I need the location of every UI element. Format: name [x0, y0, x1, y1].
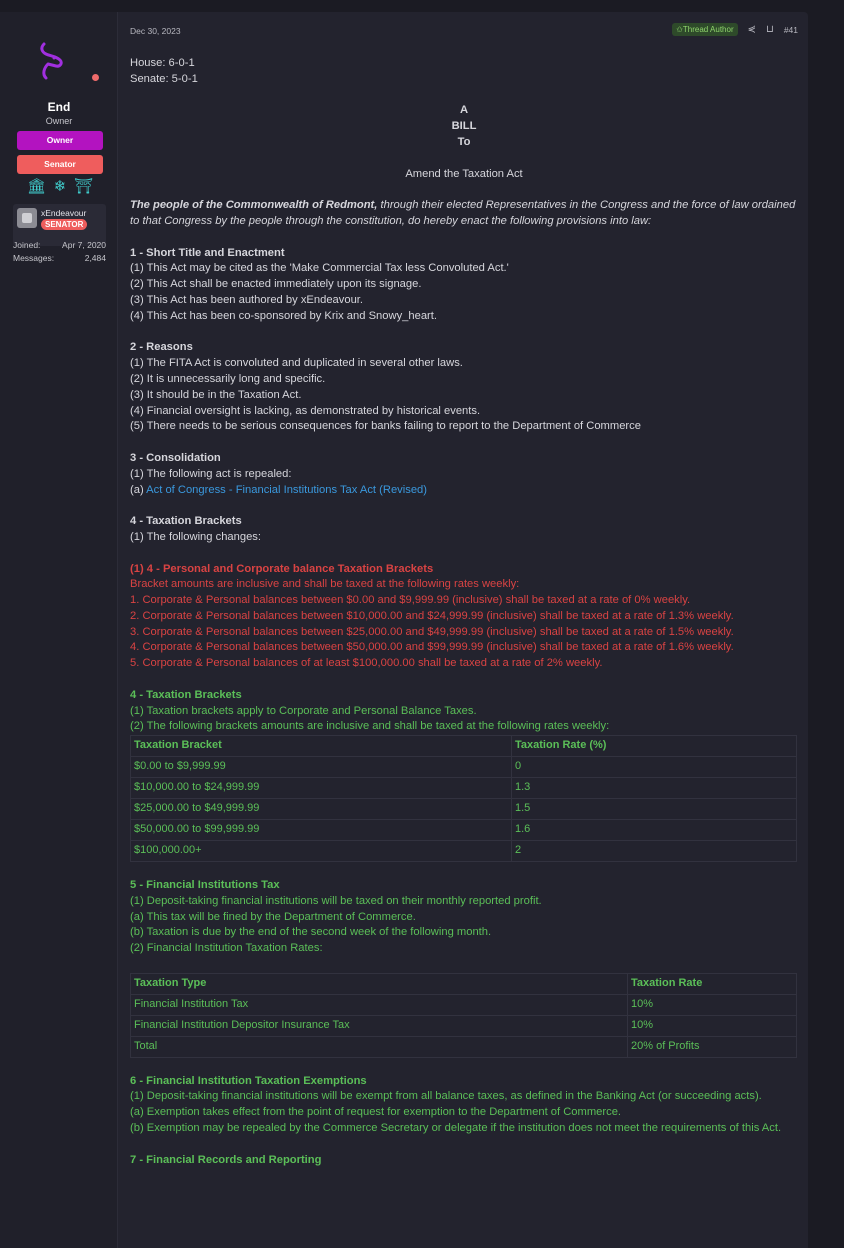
table-row	[131, 799, 797, 820]
joined-label: Joined:	[13, 240, 41, 250]
table-cell: $50,000.00 to $99,999.99	[131, 820, 512, 841]
thread-author-badge: ✩Thread Author	[672, 23, 737, 36]
capitol-icon[interactable]: 🏛	[27, 178, 47, 195]
messages-label: Messages:	[13, 253, 55, 263]
section-3-prefix: (a)	[130, 483, 147, 496]
table-cell: Financial Institution Depositor Insurance Tax	[131, 1015, 628, 1036]
section-3-line	[130, 483, 798, 499]
table-row	[131, 757, 797, 778]
section-4-title: 4 - Taxation Brackets	[130, 515, 242, 528]
table-cell: $25,000.00 to $49,999.99	[131, 799, 512, 820]
section-5-title: 5 - Financial Institutions Tax	[130, 879, 280, 892]
added-line: (2) The following brackets amounts are inclusive and shall be taxed at the following rates weekly:	[130, 720, 610, 733]
section-3-title: 3 - Consolidation	[130, 451, 221, 464]
removed-section-intro: Bracket amounts are inclusive and shall be taxed at the following rates weekly:	[130, 578, 520, 591]
account-avatar	[17, 208, 37, 228]
table-cell: 1.3	[512, 778, 797, 799]
preamble-rest: through their elected Representatives in the Congress and the force of law ordained to that Congress by the people through the constitution, do hereby enact the following provisions into law:	[130, 199, 796, 227]
government-building-icon[interactable]: ⛩	[73, 178, 93, 195]
user-sidebar	[0, 12, 118, 1248]
removed-line: 2. Corporate & Personal balances between $10,000.00 and $24,999.99 (inclusive) shall be taxed at a rate of 1.3% weekly.	[130, 609, 734, 622]
post-actions	[672, 23, 798, 36]
owner-banner: Owner	[17, 131, 103, 150]
table-cell: $0.00 to $9,999.99	[131, 757, 512, 778]
removed-line: 3. Corporate & Personal balances between $25,000.00 and $49,999.99 (inclusive) shall be taxed at a rate of 1.5% weekly.	[130, 625, 734, 638]
dragon-logo-icon	[30, 38, 74, 82]
table-row	[131, 778, 797, 799]
table-header: Taxation Type	[131, 973, 628, 994]
section-1-line: (3) This Act has been authored by xEndeavour.	[130, 293, 364, 306]
post-number[interactable]: #41	[783, 24, 798, 35]
financial-institution-tax-table	[130, 973, 797, 1058]
section-5-line: (1) Deposit-taking financial institutions will be taxed on their monthly reported profit.	[130, 894, 542, 907]
table-cell: Financial Institution Tax	[131, 994, 628, 1015]
share-icon[interactable]: ⋞	[747, 24, 756, 35]
joined-value: Apr 7, 2020	[62, 240, 106, 250]
table-row	[131, 820, 797, 841]
section-1-line: (2) This Act shall be enacted immediately upon its signage.	[130, 278, 422, 291]
section-2-line: (2) It is unnecessarily long and specific.	[130, 372, 326, 385]
removed-line: 1. Corporate & Personal balances between $0.00 and $9,999.99 (inclusive) shall be taxed at a rate of 0% weekly.	[130, 594, 691, 607]
table-cell: $100,000.00+	[131, 841, 512, 862]
heading-bill: BILL	[451, 120, 477, 133]
table-cell: 10%	[628, 994, 797, 1015]
heading-to: To	[457, 135, 471, 148]
preamble	[130, 198, 798, 230]
table-header-row	[131, 736, 797, 757]
senate-vote: Senate: 5-0-1	[130, 72, 198, 85]
removed-line: 4. Corporate & Personal balances between $50,000.00 and $99,999.99 (inclusive) shall be taxed at a rate of 1.6% weekly.	[130, 641, 734, 654]
table-header-row	[131, 973, 797, 994]
section-5-line: (2) Financial Institution Taxation Rates:	[130, 942, 323, 955]
section-6-line: (b) Exemption may be repealed by the Commerce Secretary or delegate if the institution does not meet the requirements of this Act.	[130, 1122, 782, 1135]
section-2-title: 2 - Reasons	[130, 341, 193, 354]
section-7-title: 7 - Financial Records and Reporting	[130, 1153, 322, 1166]
repealed-act-link[interactable]: Act of Congress - Financial Institutions Tax Act (Revised)	[146, 483, 428, 496]
section-5-line: (a) This tax will be fined by the Department of Commerce.	[130, 910, 416, 923]
bill-subheading: Amend the Taxation Act	[405, 167, 523, 180]
section-2-line: (3) It should be in the Taxation Act.	[130, 388, 302, 401]
table-cell: Total	[131, 1036, 628, 1057]
section-6-line: (1) Deposit-taking financial institutions will be exempt from all balance taxes, as defined in the Banking Act (or succeeding acts).	[130, 1090, 762, 1103]
section-2-line: (5) There needs to be serious consequences for banks failing to report to the Department of Commerce	[130, 420, 641, 433]
removed-line: 5. Corporate & Personal balances of at least $100,000.00 shall be taxed at a rate of 2% weekly.	[130, 657, 603, 670]
table-cell: 20% of Profits	[628, 1036, 797, 1057]
username[interactable]: End	[47, 100, 71, 114]
section-5-line: (b) Taxation is due by the end of the second week of the following month.	[130, 926, 492, 939]
table-header: Taxation Rate (%)	[512, 736, 797, 757]
table-cell: 2	[512, 841, 797, 862]
post-body	[130, 56, 798, 1168]
snowflake-icon[interactable]: ❄	[53, 178, 67, 195]
table-row	[131, 841, 797, 862]
table-cell: 1.5	[512, 799, 797, 820]
messages-value: 2,484	[84, 253, 106, 263]
preamble-bold: The people of the Commonwealth of Redmont,	[130, 199, 378, 212]
table-row	[131, 994, 797, 1015]
removed-section-title: (1) 4 - Personal and Corporate balance Taxation Brackets	[130, 562, 434, 575]
senator-banner: Senator	[17, 155, 103, 174]
table-header: Taxation Rate	[628, 973, 797, 994]
post-date[interactable]: Dec 30, 2023	[130, 26, 181, 36]
table-cell: 0	[512, 757, 797, 778]
table-cell: 10%	[628, 1015, 797, 1036]
added-line: (1) Taxation brackets apply to Corporate and Personal Balance Taxes.	[130, 704, 477, 717]
online-status-indicator	[92, 74, 99, 81]
avatar[interactable]	[30, 38, 92, 88]
tax-brackets-table	[130, 735, 797, 862]
forum-post	[0, 12, 808, 1248]
table-header: Taxation Bracket	[131, 736, 512, 757]
added-section-4-title: 4 - Taxation Brackets	[130, 688, 242, 701]
section-3-line: (1) The following act is repealed:	[130, 467, 292, 480]
table-row	[131, 1036, 797, 1057]
section-2-line: (1) The FITA Act is convoluted and duplicated in several other laws.	[130, 357, 463, 370]
section-6-title: 6 - Financial Institution Taxation Exemptions	[130, 1074, 367, 1087]
user-stats	[13, 240, 106, 266]
user-title: Owner	[45, 116, 73, 126]
house-vote: House: 6-0-1	[130, 57, 195, 69]
table-cell: $10,000.00 to $24,999.99	[131, 778, 512, 799]
table-row	[131, 1015, 797, 1036]
section-4-line: (1) The following changes:	[130, 530, 262, 543]
bookmark-icon[interactable]: ⊔	[766, 24, 774, 35]
heading-a: A	[459, 104, 469, 117]
award-icons	[27, 178, 93, 196]
section-6-line: (a) Exemption takes effect from the point of request for exemption to the Department of Commerce.	[130, 1106, 622, 1119]
account-badge: SENATOR	[41, 219, 87, 230]
section-1-line: (1) This Act may be cited as the 'Make Commercial Tax less Convoluted Act.'	[130, 262, 509, 275]
section-1-line: (4) This Act has been co-sponsored by Krix and Snowy_heart.	[130, 309, 437, 322]
table-cell: 1.6	[512, 820, 797, 841]
account-name: xEndeavour	[41, 208, 87, 218]
section-1-title: 1 - Short Title and Enactment	[130, 246, 285, 259]
section-2-line: (4) Financial oversight is lacking, as demonstrated by historical events.	[130, 404, 481, 417]
